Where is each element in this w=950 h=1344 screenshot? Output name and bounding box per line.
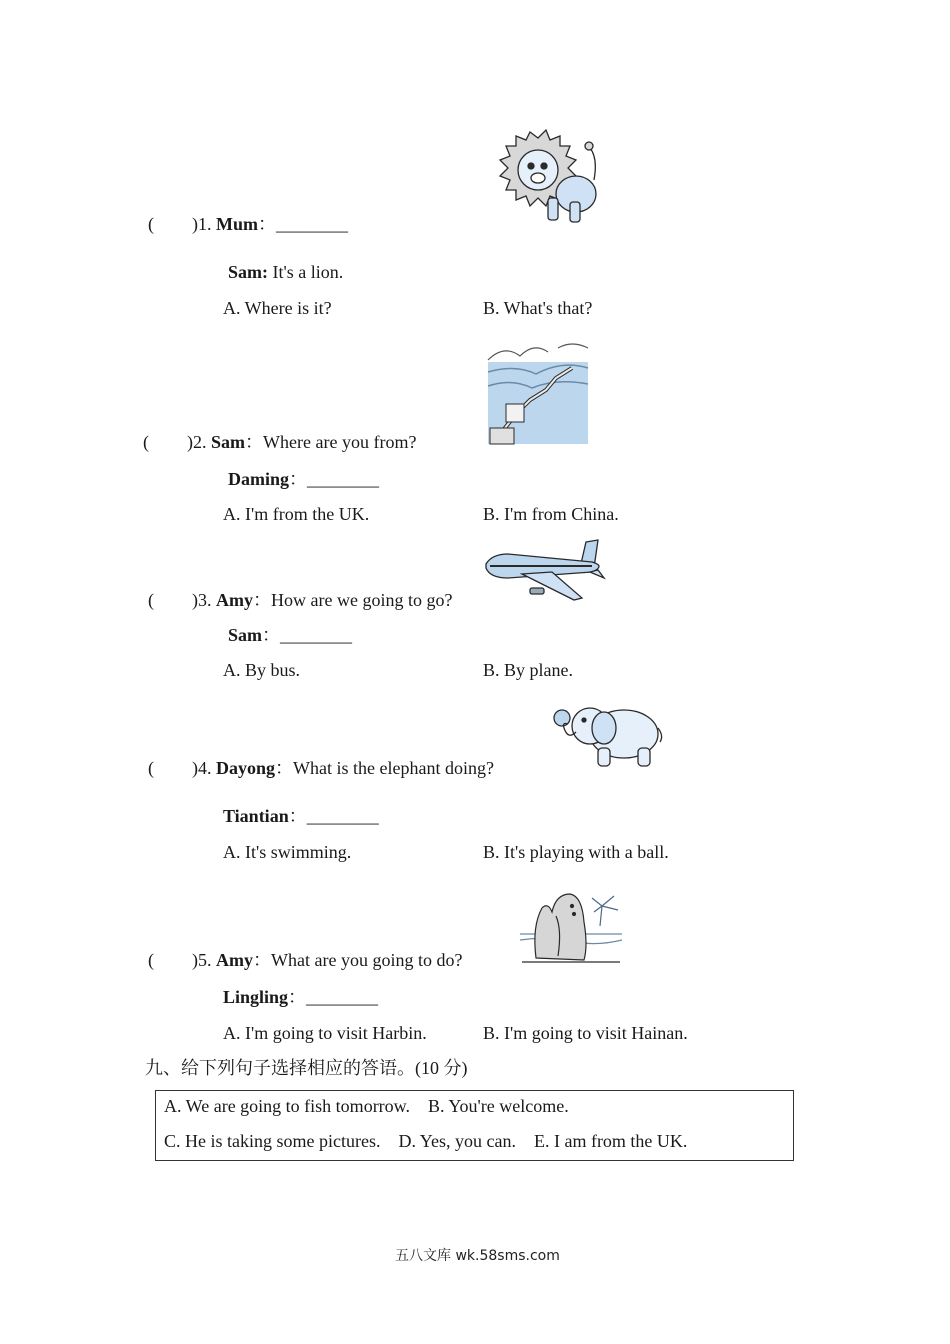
colon: ： bbox=[253, 950, 271, 970]
option-a: A. By bus. bbox=[223, 660, 301, 680]
open-paren: ( bbox=[148, 590, 154, 610]
close-paren: ) bbox=[192, 758, 198, 778]
speaker: Sam bbox=[211, 432, 246, 452]
option-a: A. It's swimming. bbox=[223, 842, 352, 862]
airplane-picture bbox=[482, 538, 608, 602]
option-b: B. I'm from China. bbox=[483, 504, 619, 524]
question-4-line bbox=[198, 757, 494, 779]
open-paren: ( bbox=[148, 214, 154, 234]
question-2-line bbox=[193, 431, 416, 453]
question-3-reply bbox=[228, 624, 352, 646]
option-b: B. By plane. bbox=[483, 660, 573, 680]
question-number: 4. bbox=[198, 758, 212, 778]
answer-paren[interactable] bbox=[148, 757, 198, 779]
elephant-picture bbox=[550, 698, 666, 770]
question-5-line bbox=[198, 949, 462, 971]
colon: ： bbox=[245, 432, 264, 452]
question-number: 3. bbox=[198, 590, 212, 610]
close-paren: ) bbox=[192, 590, 198, 610]
question-text: What is the elephant doing? bbox=[293, 758, 494, 778]
option-b: B. It's playing with a ball. bbox=[483, 842, 669, 862]
colon: ： bbox=[258, 214, 276, 234]
speaker: Daming bbox=[228, 469, 290, 489]
question-text: What are you going to do? bbox=[271, 950, 463, 970]
lion-icon bbox=[486, 128, 598, 228]
rock-picture bbox=[518, 886, 624, 964]
question-number: 5. bbox=[198, 950, 212, 970]
colon: ： bbox=[262, 625, 281, 645]
colon: ： bbox=[288, 987, 307, 1007]
great-wall-icon bbox=[486, 338, 590, 446]
question-number: 2. bbox=[193, 432, 207, 452]
reply-text: It's a lion. bbox=[268, 262, 344, 282]
question-text: How are we going to go? bbox=[271, 590, 453, 610]
blank-line: ________ bbox=[280, 625, 353, 645]
question-2-reply bbox=[228, 468, 379, 490]
answer-options-box bbox=[155, 1090, 794, 1161]
question-1-line bbox=[198, 213, 348, 235]
option-b: B. What's that? bbox=[483, 298, 593, 318]
blank-line: ________ bbox=[276, 214, 348, 234]
colon: ： bbox=[289, 469, 308, 489]
colon: ： bbox=[253, 590, 271, 610]
elephant-icon bbox=[550, 698, 666, 770]
close-paren: ) bbox=[192, 950, 198, 970]
speaker: Tiantian bbox=[223, 806, 289, 826]
rock-beach-icon bbox=[518, 886, 624, 964]
speaker: Sam: bbox=[228, 262, 268, 282]
option-a: A. I'm from the UK. bbox=[223, 504, 370, 524]
blank-line: ________ bbox=[306, 987, 379, 1007]
box-line-1: A. We are going to fish tomorrow. B. You're welcome. bbox=[164, 1096, 569, 1116]
question-1-reply bbox=[228, 261, 343, 283]
question-3-line bbox=[198, 589, 452, 611]
answer-paren[interactable] bbox=[148, 213, 198, 235]
colon: ： bbox=[275, 758, 294, 778]
option-b: B. I'm going to visit Hainan. bbox=[483, 1023, 688, 1043]
answer-paren[interactable] bbox=[143, 431, 193, 453]
speaker: Dayong bbox=[216, 758, 276, 778]
speaker: Amy bbox=[216, 950, 253, 970]
speaker: Lingling bbox=[223, 987, 289, 1007]
open-paren: ( bbox=[148, 950, 154, 970]
box-line-2: C. He is taking some pictures. D. Yes, you can. E. I am from the UK. bbox=[164, 1131, 688, 1151]
speaker: Mum bbox=[216, 214, 258, 234]
close-paren: ) bbox=[192, 214, 198, 234]
colon: ： bbox=[288, 806, 307, 826]
airplane-icon bbox=[482, 538, 608, 602]
lion-picture bbox=[486, 128, 598, 228]
close-paren: ) bbox=[187, 432, 193, 452]
question-4-reply bbox=[223, 805, 379, 827]
speaker: Amy bbox=[216, 590, 253, 610]
answer-paren[interactable] bbox=[148, 589, 198, 611]
option-a: A. I'm going to visit Harbin. bbox=[223, 1023, 427, 1043]
option-a: A. Where is it? bbox=[223, 298, 332, 318]
question-5-reply bbox=[223, 986, 378, 1008]
speaker: Sam bbox=[228, 625, 263, 645]
footer-watermark: 五八文库 wk.58sms.com bbox=[395, 1248, 560, 1264]
blank-line: ________ bbox=[307, 469, 380, 489]
open-paren: ( bbox=[143, 432, 149, 452]
blank-line: ________ bbox=[306, 806, 379, 826]
question-number: 1. bbox=[198, 214, 212, 234]
great-wall-picture bbox=[486, 338, 590, 446]
section-9-title: 九、给下列句子选择相应的答语。(10 分) bbox=[145, 1058, 468, 1078]
question-text: Where are you from? bbox=[263, 432, 417, 452]
answer-paren[interactable] bbox=[148, 949, 198, 971]
open-paren: ( bbox=[148, 758, 154, 778]
